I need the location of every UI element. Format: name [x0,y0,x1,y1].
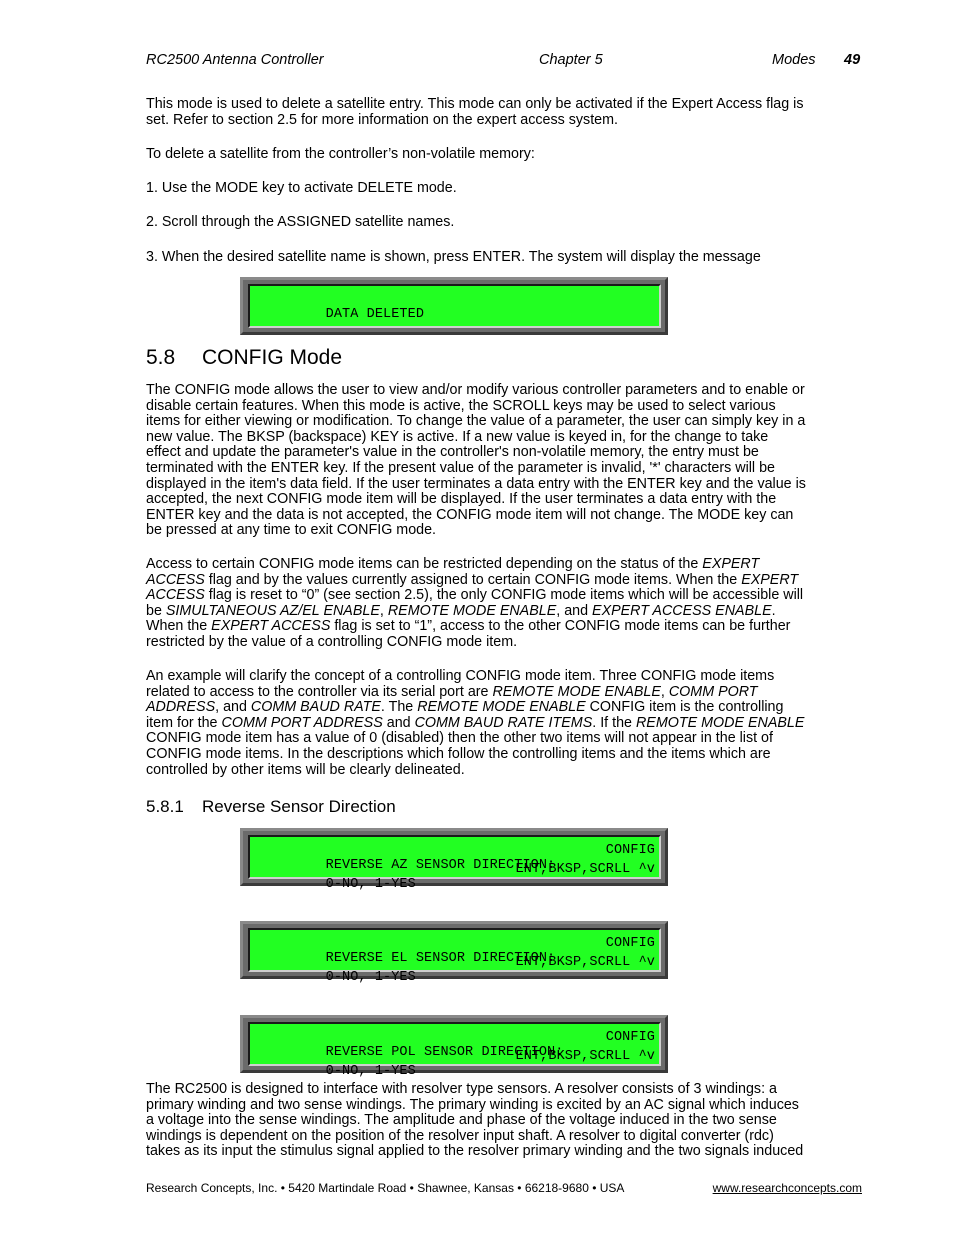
paragraph-line: An example will clarify the concept of a controlling CONFIG mode item. Three CONFIG mode items [146,668,775,684]
paragraph-line: primary winding and two sense windings. The primary winding is excited by an AC signal which induces [146,1096,799,1113]
config-paragraph-3 [146,669,876,778]
text-run: Access to certain CONFIG mode items can be restricted depending on the status of the [146,556,703,572]
text-run: and [382,714,415,731]
config-paragraph-1 [146,383,876,539]
footer-address: Research Concepts, Inc. • 5420 Martindale Road • Shawnee, Kansas • 66218-9680 • USA [146,1181,625,1195]
italic-term: REMOTE MODE ENABLE [492,683,661,700]
page-header [146,52,862,70]
text-run: flag is reset to “0” (see section 2.5), the only CONFIG mode items which will be accessible will [204,587,804,604]
paragraph-line: windings is dependent on the position of the resolver input shaft. A resolver to digital converter (rdc) [146,1127,774,1144]
lcd-line-2 [260,1049,655,1079]
paragraph-line: displayed in the item's data field. If the user terminates a data entry with the ENTER key and the value is [146,475,806,492]
text-run: flag is set to “1”, access to the other CONFIG mode items can be further [330,618,791,635]
paragraph-line: terminated with the ENTER key. If the present value of the parameter is invalid, '*' characters will be [146,459,775,476]
italic-term: EXPERT [741,571,799,588]
italic-term: EXPERT ACCESS ENABLE [592,602,772,619]
lcd-text: REVERSE POL SENSOR DIRECTION: [325,1045,564,1060]
text-run: CONFIG item is the controlling [585,699,784,716]
lcd-key-hint: ENT,BKSP,SCRLL ^v [515,862,655,877]
italic-term: ACCESS [146,587,205,604]
paragraph-line: disable certain features. When this mode is active, the SCROLL keys may be used to select various [146,397,776,414]
lcd-screen [248,835,661,892]
paragraph-line: The CONFIG mode allows the user to view and/or modify various controller parameters and to enable or [146,382,805,398]
paragraph-line [146,557,876,573]
header-section: Modes [772,52,816,68]
text-run: , [379,602,388,619]
italic-term: EXPERT ACCESS [211,618,331,635]
italic-term: ADDRESS [146,699,216,716]
paragraph-line: a voltage into the sense windings. The amplitude and phase of the voltage induced in the two sense [146,1112,777,1129]
section-title: CONFIG Mode [202,346,343,369]
intro-line: set. Refer to section 2.5 for more information on the expert access system. [146,111,619,128]
section-heading [146,346,342,370]
lcd-text: DATA DELETED [325,307,425,322]
paragraph-line: ENTER key and the data is not accepted, the CONFIG mode item will not change. The MODE key can [146,506,794,523]
italic-term: REMOTE MODE ENABLE [387,602,557,619]
lcd-text: 0-NO, 1-YES [325,1064,416,1079]
italic-term: ACCESS [146,571,205,588]
paragraph-line [146,604,876,620]
lcd-display-reverse-pol [240,1015,668,1079]
paragraph-line: The RC2500 is designed to interface with resolver type sensors. A resolver consists of 3 windings: a [146,1081,777,1097]
italic-term: SIMULTANEOUS AZ/EL ENABLE [165,602,380,619]
step-1: 1. Use the MODE key to activate DELETE mode. [146,180,457,196]
paragraph-line [146,588,876,604]
text-run: . If the [592,714,636,731]
lcd-text: REVERSE EL SENSOR DIRECTION: [325,951,556,966]
text-run: , and [556,602,593,619]
lcd-key-hint: ENT,BKSP,SCRLL ^v [515,955,655,970]
paragraph-line: restricted by the value of a controlling CONFIG mode item. [146,633,518,650]
paragraph-line [146,573,876,589]
lcd-display-reverse-az [240,828,668,892]
text-run: . [771,602,776,619]
text-run: , [660,683,669,700]
lcd-display-data-deleted [240,277,668,335]
italic-term: REMOTE MODE ENABLE [417,699,586,716]
intro-paragraph [146,97,876,128]
lcd-text: 0-NO, 1-YES [325,877,416,892]
lcd-text: 0-NO, 1-YES [325,970,416,985]
lcd-line-2 [260,862,655,892]
subsection-title: Reverse Sensor Direction [202,797,396,816]
lcd-screen [248,1022,661,1079]
footer-website-link[interactable]: www.researchconcepts.com [712,1181,862,1195]
paragraph-line: effect and update the parameter's value in the controller's non-volatile memory, the entry must be [146,444,759,461]
resolver-paragraph [146,1082,876,1160]
italic-term: COMM PORT [668,683,758,700]
section-number: 5.8 [146,346,176,369]
delete-lead: To delete a satellite from the controller’s non-volatile memory: [146,146,535,162]
lcd-mode-label: CONFIG [605,843,655,858]
lcd-screen [248,284,661,328]
paragraph-line [146,716,876,732]
lcd-key-hint: ENT,BKSP,SCRLL ^v [515,1049,655,1064]
paragraph-line: controlled by other items will be clearly delineated. [146,761,465,778]
text-run: , and [215,699,251,716]
text-run: related to access to the controller via its serial port are [146,683,493,700]
config-paragraph-2 [146,557,876,651]
paragraph-line [146,685,876,701]
header-page-number: 49 [844,52,861,68]
lcd-mode-label: CONFIG [605,936,655,951]
lcd-display-reverse-el [240,921,668,985]
page-footer [146,1181,862,1197]
lcd-mode-label: CONFIG [605,1030,655,1045]
italic-term: COMM BAUD RATE ITEMS [414,714,593,731]
text-run: . The [380,699,418,716]
paragraph-line: be pressed at any time to exit CONFIG mode. [146,522,437,539]
paragraph-line: accepted, the next CONFIG mode item will be displayed. If the user terminates a data entry with the [146,491,777,508]
italic-term: EXPERT [702,556,760,572]
paragraph-line [146,619,876,635]
subsection-number: 5.8.1 [146,797,184,816]
header-product: RC2500 Antenna Controller [146,52,324,68]
lcd-line-1 [260,292,655,322]
text-run: flag and by the values currently assigned to certain CONFIG mode items. When the [204,571,742,588]
text-run: be [146,602,166,619]
italic-term: COMM BAUD RATE [250,699,381,716]
paragraph-line [146,700,876,716]
italic-term: REMOTE MODE ENABLE [635,714,805,731]
text-run: item for the [146,714,222,731]
lcd-text: REVERSE AZ SENSOR DIRECTION: [325,858,556,873]
lcd-line-2 [260,955,655,985]
step-3: 3. When the desired satellite name is shown, press ENTER. The system will display the message [146,249,761,265]
paragraph-line: takes as its input the stimulus signal applied to the resolver primary winding and the two signals induced [146,1143,804,1160]
paragraph-line: new value. The BKSP (backspace) KEY is active. If a new value is keyed in, for the change to take [146,428,769,445]
paragraph-line: CONFIG mode items. In the descriptions which follow the controlling items and the items which are [146,745,771,762]
step-2: 2. Scroll through the ASSIGNED satellite names. [146,214,455,230]
text-run: When the [146,618,212,635]
lcd-screen [248,928,661,985]
header-chapter: Chapter 5 [539,52,603,68]
intro-line: This mode is used to delete a satellite entry. This mode can only be activated if the Expert Access flag is [146,96,804,112]
italic-term: COMM PORT ADDRESS [221,714,383,731]
paragraph-line: items for either viewing or modification. To change the value of a parameter, the user can simply key in a [146,413,806,430]
subsection-heading [146,797,396,817]
paragraph-line: CONFIG mode item has a value of 0 (disabled) then the other two items will not appear in the list of [146,730,773,747]
